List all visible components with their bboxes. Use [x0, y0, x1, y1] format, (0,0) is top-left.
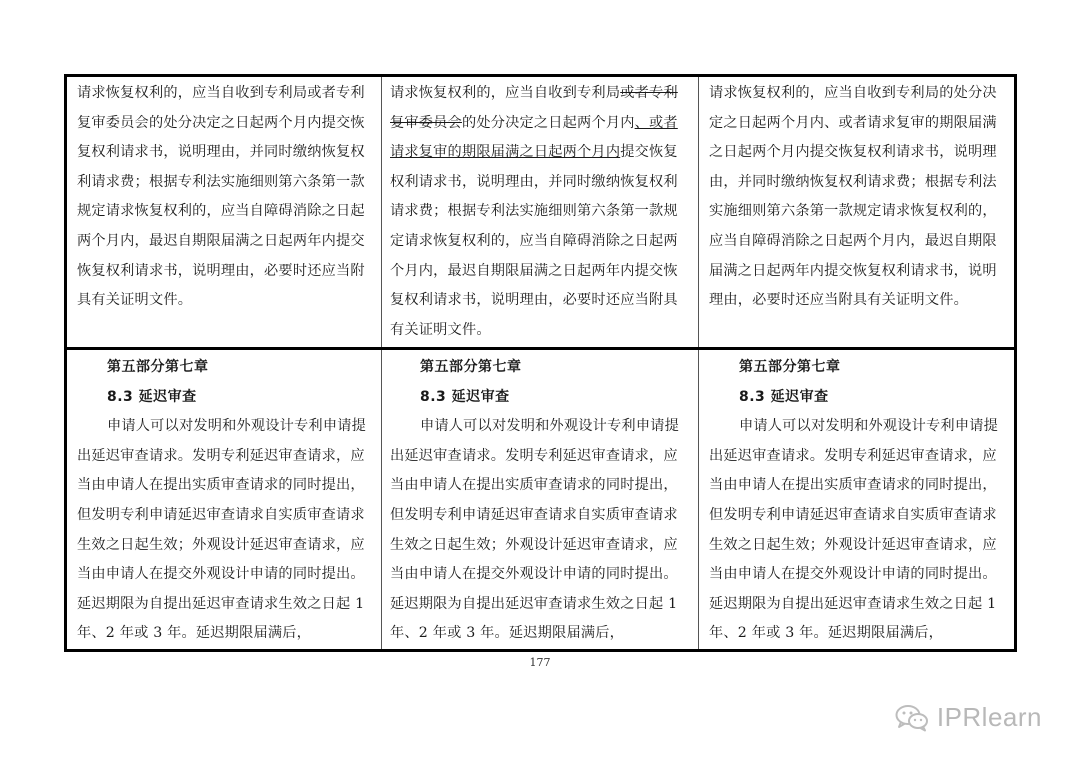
- watermark: [895, 702, 1042, 733]
- comparison-table: [64, 74, 1017, 652]
- section-body: 申请人可以对发明和外观设计专利申请提出延迟审查请求。发明专利延迟审查请求，应当由申请人在提出实质审查请求的同时提出，但发明专利申请延迟审查请求自实质审查请求生效之日起生效；外观设计延迟审查请求，应当由申请人在提交外观设计申请的同时提出。延迟期限为自提出延迟审查请求生效之日起 1 年、2 年或 3 年。延迟期限届满后，: [390, 418, 679, 642]
- revision-text: 请求恢复权利的，应当自收到专利局: [390, 85, 621, 101]
- revision-marked-cell: [382, 76, 699, 349]
- table-row: [66, 76, 1016, 349]
- original-text-cell: [66, 76, 382, 349]
- revision-text: 的处分决定之日起两个月内: [461, 114, 635, 131]
- wechat-icon: [895, 704, 929, 732]
- section-heading: 8.3 延迟审查: [420, 388, 510, 405]
- section-cell: [699, 349, 1016, 651]
- section-cell: [66, 349, 382, 651]
- revised-text: 请求恢复权利的，应当自收到专利局的处分决定之日起两个月内、或者请求复审的期限届满之日起两个月内提交恢复权利请求书，说明理由，并同时缴纳恢复权利请求费；根据专利法实施细则第六条第一款规定请求恢复权利的，应当自障碍消除之日起两个月内，最迟自期限届满之日起两年内提交恢复权利请求书，说明理由，必要时还应当附具有关证明文件。: [709, 85, 997, 309]
- revision-text: 提交恢复权利请求书，说明理由，并同时缴纳恢复权利请求费；根据专利法实施细则第六条第一款规定请求恢复权利的，应当自障碍消除之日起两个月内，最迟自期限届满之日起两年内提交恢复权利请求书，说明理由，必要时还应当附具有关证明文件。: [390, 144, 678, 338]
- revised-text-cell: [699, 76, 1016, 349]
- page-number: 177: [529, 656, 551, 669]
- original-text: 请求恢复权利的，应当自收到专利局或者专利复审委员会的处分决定之日起两个月内提交恢复权利请求书，说明理由，并同时缴纳恢复权利请求费；根据专利法实施细则第六条第一款规定请求恢复权利的，应当自障碍消除之日起两个月内，最迟自期限届满之日起两年内提交恢复权利请求书，说明理由，必要时还应当附具有关证明文件。: [77, 85, 365, 309]
- chapter-heading: 第五部分第七章: [420, 359, 522, 375]
- chapter-heading: 第五部分第七章: [107, 359, 209, 375]
- deleted-text: 或者专利复审委员会: [390, 85, 678, 131]
- section-body: 申请人可以对发明和外观设计专利申请提出延迟审查请求。发明专利延迟审查请求，应当由申请人在提出实质审查请求的同时提出，但发明专利申请延迟审查请求自实质审查请求生效之日起生效；外观设计延迟审查请求，应当由申请人在提交外观设计申请的同时提出。延迟期限为自提出延迟审查请求生效之日起 1 年、2 年或 3 年。延迟期限届满后，: [709, 418, 998, 642]
- table-row: [66, 349, 1016, 651]
- section-body: 申请人可以对发明和外观设计专利申请提出延迟审查请求。发明专利延迟审查请求，应当由申请人在提出实质审查请求的同时提出，但发明专利申请延迟审查请求自实质审查请求生效之日起生效；外观设计延迟审查请求，应当由申请人在提交外观设计申请的同时提出。延迟期限为自提出延迟审查请求生效之日起 1 年、2 年或 3 年。延迟期限届满后，: [77, 418, 366, 642]
- section-heading: 8.3 延迟审查: [739, 388, 829, 405]
- chapter-heading: 第五部分第七章: [739, 359, 841, 375]
- section-heading: 8.3 延迟审查: [107, 388, 197, 405]
- section-cell: [382, 349, 699, 651]
- watermark-text: IPRlearn: [936, 702, 1042, 732]
- inserted-text: 、或者请求复审的期限届满之日起两个月内: [390, 114, 678, 161]
